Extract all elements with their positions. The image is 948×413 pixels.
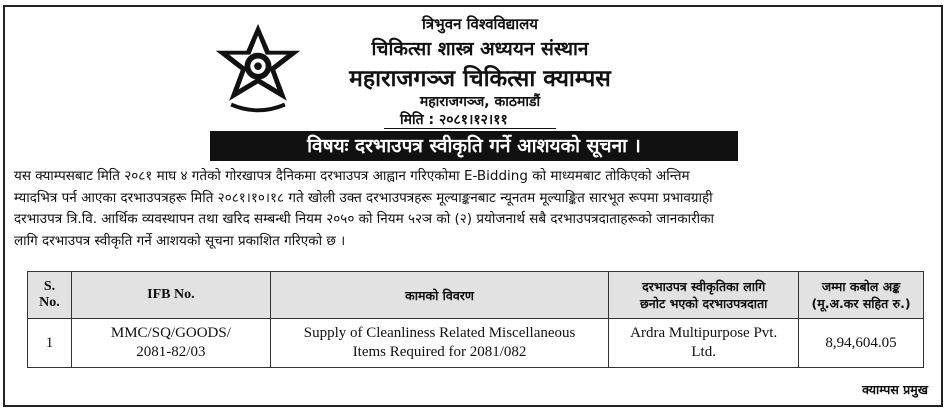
header-sno: S. No. [28, 272, 72, 319]
body-line: लागि दरभाउपत्र स्वीकृति गर्ने आशयको सूचना प्रकाशित गरिएको छ । [14, 232, 346, 249]
header-ifb: IFB No. [71, 272, 270, 319]
bid-table [27, 271, 924, 368]
campus-address: महाराजगञ्ज, काठमाडौं [419, 94, 541, 110]
header-bidder: दरभाउपत्र स्वीकृतिका लागि छनोट भएको दरभाउपत्रदाता [609, 272, 799, 319]
institute-name: चिकित्सा शास्त्र अध्ययन संस्थान [371, 38, 589, 60]
cell-ifb: MMC/SQ/GOODS/ 2081-82/03 [71, 319, 270, 368]
body-line: म्यादभित्र पर्न आएका दरभाउपत्रहरू मिति २०८१।१०।१८ गते खोली उक्त दरभाउपत्रहरू मूल्याङ्कनबाट न्यूनतम मूल्याङ्कित सारभूत रूपमा प्रभावग्राही [14, 189, 713, 206]
table-row [28, 319, 924, 368]
university-name: त्रिभुवन विश्वविद्यालय [422, 15, 538, 33]
cell-bidder: Ardra Multipurpose Pvt. Ltd. [609, 319, 799, 368]
cell-work: Supply of Cleanliness Related Miscellaneous Items Required for 2081/082 [270, 319, 608, 368]
header-amount: जम्मा कबोल अङ्क (मू.अ.कर सहित रु.) [799, 272, 924, 319]
header-work: कामको विवरण [270, 272, 608, 319]
table-header-row [28, 272, 924, 319]
body-line: यस क्याम्पसबाट मिति २०८१ माघ ४ गतेको गोरखापत्र दैनिकमा दरभाउपत्र आह्वान गरिएकोमा E-Bidding को माध्यमबाट तोकिएको अन्तिम [14, 168, 690, 184]
tribhuvan-university-emblem-icon [210, 22, 306, 118]
date-underline [384, 128, 556, 129]
notice-date: मिति : २०८१।१२।११ [400, 112, 508, 128]
cell-amount: 8,94,604.05 [799, 319, 924, 368]
notice-subject: विषयः दरभाउपत्र स्वीकृति गर्ने आशयको सूचना । [210, 131, 738, 161]
cell-sno: 1 [28, 319, 72, 368]
body-line: दरभाउपत्र त्रि.वि. आर्थिक व्यवस्थापन तथा खरिद सम्बन्धी नियम २०५० को नियम ५२ञ को (२) प्रयोजनार्थ सबै दरभाउपत्रदाताहरूको जानकारीका [14, 211, 714, 227]
notice-body [14, 166, 934, 252]
campus-name: महाराजगञ्ज चिकित्सा क्याम्पस [349, 66, 611, 92]
signature-campus-chief: क्याम्पस प्रमुख [862, 382, 928, 397]
